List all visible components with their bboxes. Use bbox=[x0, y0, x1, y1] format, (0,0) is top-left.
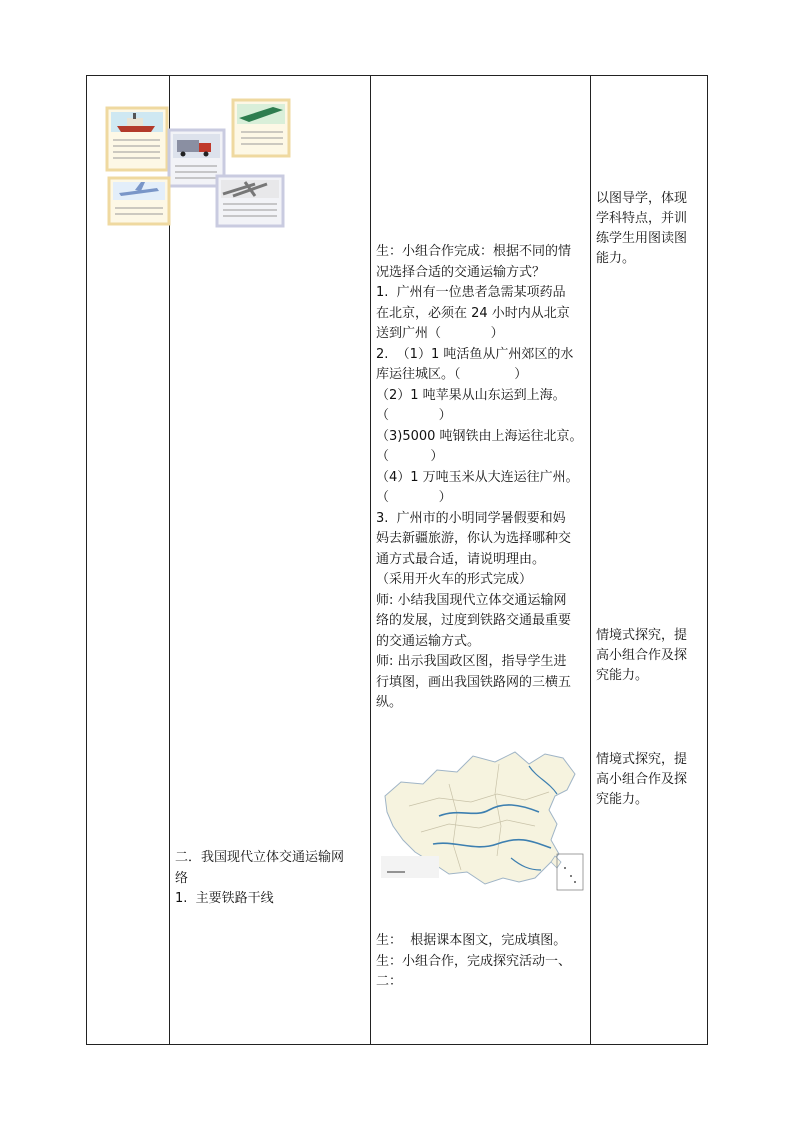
activity-line: 生：小组合作完成：根据不同的情 bbox=[376, 244, 572, 259]
activity-line: （ ） bbox=[376, 449, 444, 464]
lesson-plan-table bbox=[86, 75, 708, 1045]
activity-line: 的交通运输方式。 bbox=[376, 633, 481, 649]
activity-line: 二： bbox=[376, 974, 403, 989]
activity-line: （采用开火车的形式完成） bbox=[376, 572, 533, 587]
activity-line: 师: 出示我国政区图，指导学生进 bbox=[376, 654, 567, 669]
pipeline-panel bbox=[217, 176, 283, 226]
intent-line: 情境式探究，提 bbox=[596, 752, 688, 767]
activity-line: 通方式最合适，请说明理由。 bbox=[376, 551, 546, 567]
section-title-line-1: 二．我国现代立体交通运输网 bbox=[175, 850, 345, 865]
ship-panel bbox=[107, 108, 167, 170]
activity-line: 妈去新疆旅游，你认为选择哪种交 bbox=[376, 531, 572, 546]
activity-line: 络的发展，过度到铁路交通最重要 bbox=[376, 613, 572, 628]
activity-line: 生： 根据课本图文，完成填图。 bbox=[376, 933, 567, 948]
activity-line: 1. 广州有一位患者急需某项药品 bbox=[376, 285, 566, 300]
section-heading bbox=[175, 848, 370, 910]
activity-line: 2. （1）1 吨活鱼从广州郊区的水 bbox=[376, 346, 574, 362]
intent-line: 究能力。 bbox=[596, 668, 649, 683]
transport-modes-illustration bbox=[105, 98, 295, 228]
activity-line: 库运往城区。（ ） bbox=[376, 367, 528, 382]
activity-line: （4）1 万吨玉米从大连运往广州。 bbox=[376, 469, 579, 485]
activity-line: 送到广州（ ） bbox=[376, 326, 504, 341]
activity-line: （ ） bbox=[376, 490, 452, 505]
activity-line: 3. 广州市的小明同学暑假要和妈 bbox=[376, 510, 566, 526]
activity-line: （ ） bbox=[376, 408, 452, 423]
activity-line: （2）1 吨苹果从山东运到上海。 bbox=[376, 387, 566, 403]
intent-line: 能力。 bbox=[596, 251, 636, 266]
intent-line: 以图导学，体现 bbox=[596, 191, 688, 206]
intent-line: 高小组合作及探 bbox=[596, 648, 688, 663]
intent-line: 学科特点，并训 bbox=[596, 211, 688, 226]
activity-line: 况选择合适的交通运输方式？ bbox=[376, 264, 546, 280]
activity-line: 在北京，必须在 24 小时内从北京 bbox=[376, 305, 570, 321]
intent-line: 练学生用图读图 bbox=[596, 231, 688, 246]
design-intent-c bbox=[596, 750, 708, 810]
activity-line: 生：小组合作，完成探究活动一、 bbox=[376, 953, 572, 969]
intent-line: 高小组合作及探 bbox=[596, 772, 688, 787]
activity-line: （3)5000 吨钢铁由上海运往北京。 bbox=[376, 428, 583, 444]
plane-panel bbox=[109, 178, 169, 224]
design-intent-b bbox=[596, 626, 708, 686]
intent-line: 情境式探究，提 bbox=[596, 628, 688, 643]
activity-line: 师: 小结我国现代立体交通运输网 bbox=[376, 592, 567, 608]
design-intent-a bbox=[596, 189, 708, 269]
train-panel bbox=[233, 100, 289, 156]
column-divider-2 bbox=[370, 76, 371, 1044]
activity-line: 纵。 bbox=[376, 695, 403, 710]
intent-line: 究能力。 bbox=[596, 792, 649, 807]
china-map bbox=[379, 744, 585, 894]
activity-line: 行填图，画出我国铁路网的三横五 bbox=[376, 674, 572, 690]
section-title-line-2: 络 bbox=[175, 870, 189, 886]
activity-block-b bbox=[376, 931, 588, 993]
activity-block-a bbox=[376, 242, 588, 714]
section-item: 1. 主要铁路干线 bbox=[175, 891, 274, 906]
column-divider-3 bbox=[590, 76, 591, 1044]
